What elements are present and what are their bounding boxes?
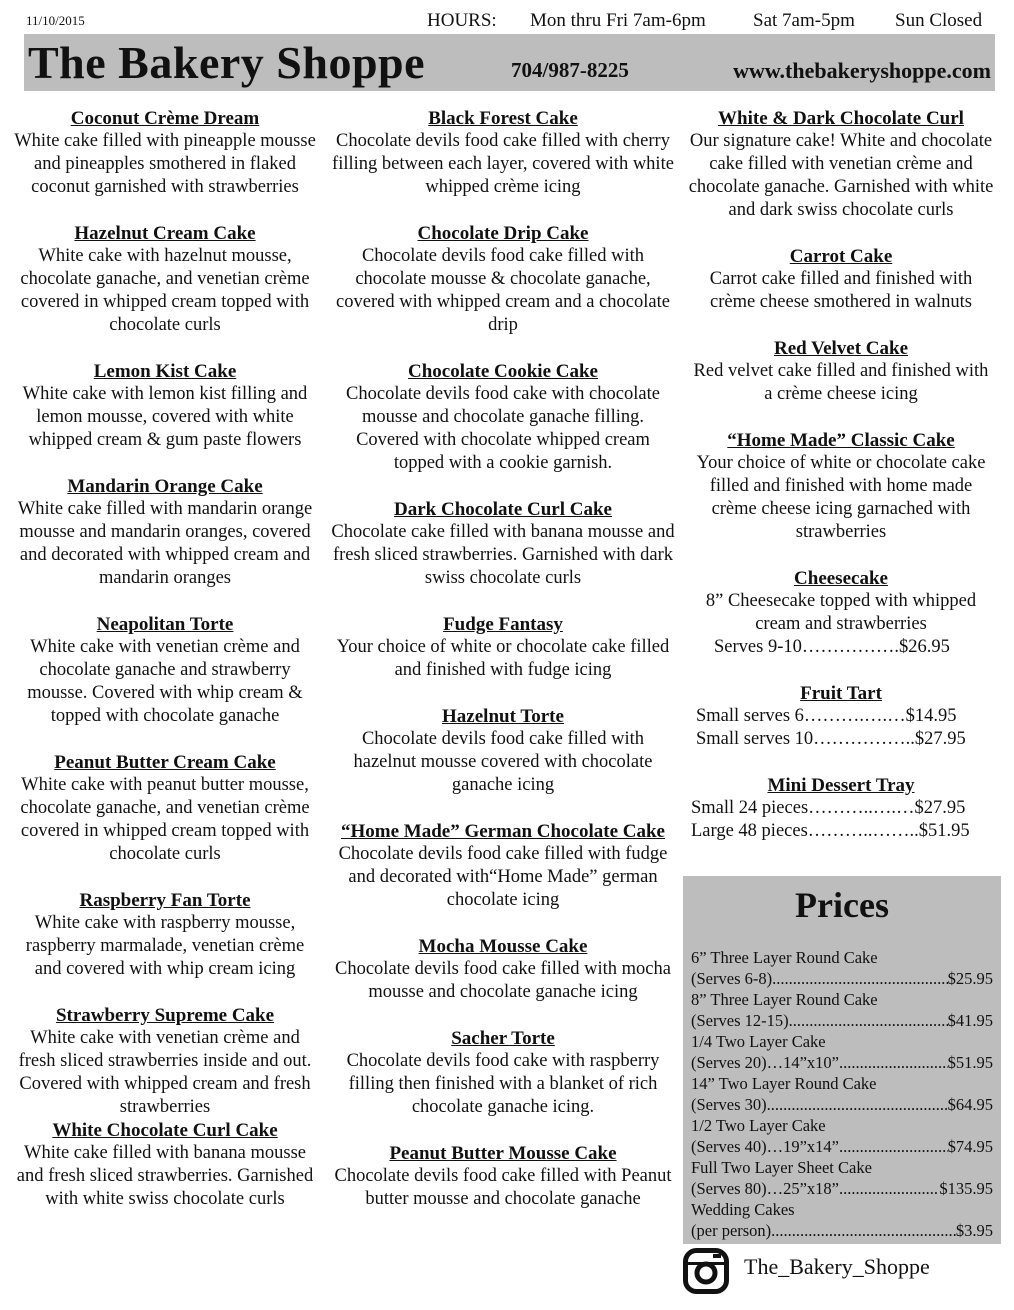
instagram-handle: The_Bakery_Shoppe — [744, 1254, 930, 1279]
price-entry-amount: $64.95 — [947, 1095, 993, 1114]
menu-item — [330, 820, 676, 912]
menu-item — [330, 1142, 676, 1211]
price-entry-amount: $25.95 — [947, 969, 993, 988]
price-line: Small serves 10……………..$27.95 — [696, 729, 966, 749]
menu-item-name: Hazelnut Cream Cake — [74, 223, 256, 244]
price-entry-amount: $41.95 — [947, 1011, 993, 1030]
menu-item-name: Black Forest Cake — [428, 108, 578, 129]
menu-column-2 — [330, 107, 676, 1211]
menu-item-name: Peanut Butter Mousse Cake — [389, 1143, 617, 1164]
menu-item-name: Strawberry Supreme Cake — [55, 1005, 275, 1026]
menu-item-desc: Carrot cake filled and finished with crème cheese smothered in walnuts — [709, 269, 973, 312]
menu-item-desc: White cake with hazelnut mousse, chocolate ganache, and venetian crème covered in whipped cream topped with chocolate curls — [20, 246, 310, 335]
prices-box — [683, 876, 1001, 1244]
menu-item-name: Mini Dessert Tray — [767, 775, 915, 796]
price-entry — [691, 1031, 993, 1073]
price-entry-label: Full Two Layer Sheet Cake — [691, 1158, 872, 1177]
menu-item-desc: Red velvet cake filled and finished with a crème cheese icing — [693, 361, 989, 404]
menu-item-desc: Chocolate devils food cake filled with cherry filling between each layer, covered with white whipped crème icing — [332, 131, 674, 197]
menu-item-name: Hazelnut Torte — [442, 706, 564, 727]
menu-item-desc: 8” Cheesecake topped with whipped cream and strawberries — [705, 591, 977, 634]
menu-item-desc: Your choice of white or chocolate cake filled and finished with home made crème cheese icing garnached with strawberries — [696, 453, 986, 542]
price-entry — [691, 989, 993, 1031]
price-entry — [691, 1157, 993, 1199]
menu-item-desc: Chocolate devils food cake filled with chocolate mousse & chocolate ganache, covered with whipped cream and a chocolate drip — [336, 246, 670, 335]
menu-item-desc: Chocolate devils food cake with chocolate mousse and chocolate ganache filling. Covered with chocolate whipped cream topped with a cookie garnish. — [346, 384, 660, 473]
prices-list — [691, 947, 993, 1241]
price-entry — [691, 1199, 993, 1241]
menu-item-name: White & Dark Chocolate Curl — [718, 108, 964, 129]
brand-title: The Bakery Shoppe — [28, 37, 426, 88]
menu-item — [688, 337, 994, 406]
menu-item-name: Peanut Butter Cream Cake — [54, 752, 276, 773]
menu-item — [330, 222, 676, 337]
menu-item — [14, 360, 316, 452]
menu-item-name: “Home Made” German Chocolate Cake — [341, 821, 665, 842]
price-line: Small 24 pieces………..….…$27.95 — [691, 798, 966, 818]
menu-item-desc: White cake with peanut butter mousse, chocolate ganache, and venetian crème covered in whipped cream topped with chocolate curls — [20, 775, 310, 864]
menu-item-desc: Chocolate devils food cake with raspberry filling then finished with a blanket of rich chocolate ganache icing. — [346, 1051, 660, 1117]
header-banner — [24, 34, 995, 91]
menu-item-name: Carrot Cake — [789, 246, 893, 267]
price-entry-sub: (Serves 80)…25”x18” — [691, 1179, 840, 1198]
print-date: 11/10/2015 — [26, 13, 85, 28]
price-entry-sub: (Serves 12-15) — [691, 1011, 789, 1030]
hours-weekday: Mon thru Fri 7am-6pm — [530, 10, 706, 31]
menu-item-desc: Chocolate devils food cake filled with hazelnut mousse covered with chocolate ganache icing — [353, 729, 653, 795]
price-entry-sub: (Serves 20)…14”x10” — [691, 1053, 840, 1072]
top-info-line — [0, 0, 1014, 34]
menu-item-desc: Your choice of white or chocolate cake filled and finished with fudge icing — [336, 637, 670, 680]
price-line: Serves 9-10…………….$26.95 — [714, 637, 950, 657]
hours-label: HOURS: — [427, 10, 497, 31]
menu-item — [330, 935, 676, 1004]
menu-item-name: White Chocolate Curl Cake — [52, 1120, 278, 1141]
menu-item — [14, 222, 316, 337]
menu-item-desc: White cake filled with banana mousse and fresh sliced strawberries. Garnished with white swiss chocolate curls — [16, 1143, 314, 1209]
menu-item-name: Raspberry Fan Torte — [79, 890, 251, 911]
price-entry — [691, 947, 993, 989]
price-entry-sub: (Serves 6-8) — [691, 969, 773, 988]
menu-item-desc: Chocolate devils food cake filled with mocha mousse and chocolate ganache icing — [335, 959, 671, 1002]
prices-title: Prices — [795, 885, 889, 925]
price-entry-label: 14” Two Layer Round Cake — [691, 1074, 877, 1093]
price-entry-amount: $74.95 — [947, 1137, 993, 1156]
menu-item — [688, 245, 994, 314]
price-line: Small serves 6……….….…$14.95 — [696, 706, 957, 726]
menu-item-desc: Chocolate devils food cake filled with Peanut butter mousse and chocolate ganache — [334, 1166, 672, 1209]
menu-item-desc: Chocolate devils food cake filled with fudge and decorated with“Home Made” german chocolate icing — [338, 844, 668, 910]
price-entry-label: 1/2 Two Layer Cake — [691, 1116, 826, 1135]
menu-column-3 — [688, 107, 994, 843]
phone-number: 704/987-8225 — [511, 58, 629, 82]
menu-item-name: Fudge Fantasy — [443, 614, 563, 635]
menu-item-desc: White cake with venetian crème and fresh sliced strawberries inside and out. Covered with whipped cream and fresh strawberries — [18, 1028, 312, 1117]
menu-item-desc: White cake with lemon kist filling and lemon mousse, covered with white whipped cream & gum paste flowers — [22, 384, 308, 450]
price-entry-sub: (per person) — [691, 1221, 772, 1240]
menu-item — [14, 1119, 316, 1211]
menu-item-name: “Home Made” Classic Cake — [727, 430, 955, 451]
menu-item-name: Dark Chocolate Curl Cake — [394, 499, 612, 520]
menu-item — [14, 751, 316, 866]
mini-tray-item — [688, 774, 994, 843]
menu-item — [14, 475, 316, 590]
menu-item — [688, 107, 994, 222]
menu-column-1 — [14, 107, 316, 1211]
menu-item — [330, 613, 676, 682]
price-entry — [691, 1115, 993, 1157]
menu-item-name: Red Velvet Cake — [773, 338, 909, 359]
price-entry-amount: $3.95 — [955, 1221, 993, 1240]
menu-item — [330, 1027, 676, 1119]
price-entry-amount: $51.95 — [947, 1053, 993, 1072]
price-entry-label: 8” Three Layer Round Cake — [691, 990, 878, 1009]
menu-item — [14, 1004, 316, 1119]
menu-item — [330, 705, 676, 797]
price-entry-sub: (Serves 40)…19”x14” — [691, 1137, 840, 1156]
cheesecake-item — [688, 567, 994, 659]
instagram-icon — [683, 1248, 729, 1294]
menu-item — [14, 107, 316, 199]
menu-item-desc: White cake filled with pineapple mousse and pineapples smothered in flaked coconut garnished with strawberries — [14, 131, 316, 197]
menu-item-desc: White cake filled with mandarin orange mousse and mandarin oranges, covered and decorated with whipped cream and mandarin oranges — [17, 499, 313, 588]
price-entry-label: 1/4 Two Layer Cake — [691, 1032, 826, 1051]
menu-item — [330, 107, 676, 199]
menu-item-desc: White cake with raspberry mousse, raspberry marmalade, venetian crème and covered with whip cream icing — [25, 913, 305, 979]
menu-item-desc: Chocolate cake filled with banana mousse and fresh sliced strawberries. Garnished with dark swiss chocolate curls — [331, 522, 675, 588]
hours-saturday: Sat 7am-5pm — [753, 10, 855, 31]
menu-item — [14, 613, 316, 728]
hours-sunday: Sun Closed — [895, 10, 983, 31]
menu-item — [330, 360, 676, 475]
menu-item — [688, 429, 994, 544]
menu-item-desc: Our signature cake! White and chocolate cake filled with venetian crème and chocolate ganache. Garnished with white and dark swiss chocolate curls — [688, 131, 994, 220]
website-url: www.thebakeryshoppe.com — [733, 58, 991, 83]
price-entry — [691, 1073, 993, 1115]
menu-item-name: Coconut Crème Dream — [70, 108, 260, 129]
price-entry-label: Wedding Cakes — [691, 1200, 795, 1219]
fruit-tart-item — [688, 682, 994, 751]
price-entry-label: 6” Three Layer Round Cake — [691, 948, 878, 967]
menu-item-name: Cheesecake — [794, 568, 888, 589]
menu-item-name: Chocolate Drip Cake — [417, 223, 589, 244]
menu-item-name: Lemon Kist Cake — [93, 361, 237, 382]
menu-item-name: Fruit Tart — [800, 683, 882, 704]
menu-item-name: Chocolate Cookie Cake — [408, 361, 598, 382]
menu-item — [14, 889, 316, 981]
menu-item-name: Neapolitan Torte — [96, 614, 234, 635]
menu-item-name: Mocha Mousse Cake — [418, 936, 588, 957]
menu-item — [330, 498, 676, 590]
price-entry-amount: $135.95 — [939, 1179, 993, 1198]
menu-item-desc: White cake with venetian crème and chocolate ganache and strawberry mousse. Covered with whip cream & topped with chocolate ganache — [27, 637, 303, 726]
menu-item-name: Sacher Torte — [451, 1028, 555, 1049]
menu-item-name: Mandarin Orange Cake — [67, 476, 263, 497]
price-line: Large 48 pieces………..……..$51.95 — [691, 821, 970, 841]
price-entry-sub: (Serves 30) — [691, 1095, 767, 1114]
